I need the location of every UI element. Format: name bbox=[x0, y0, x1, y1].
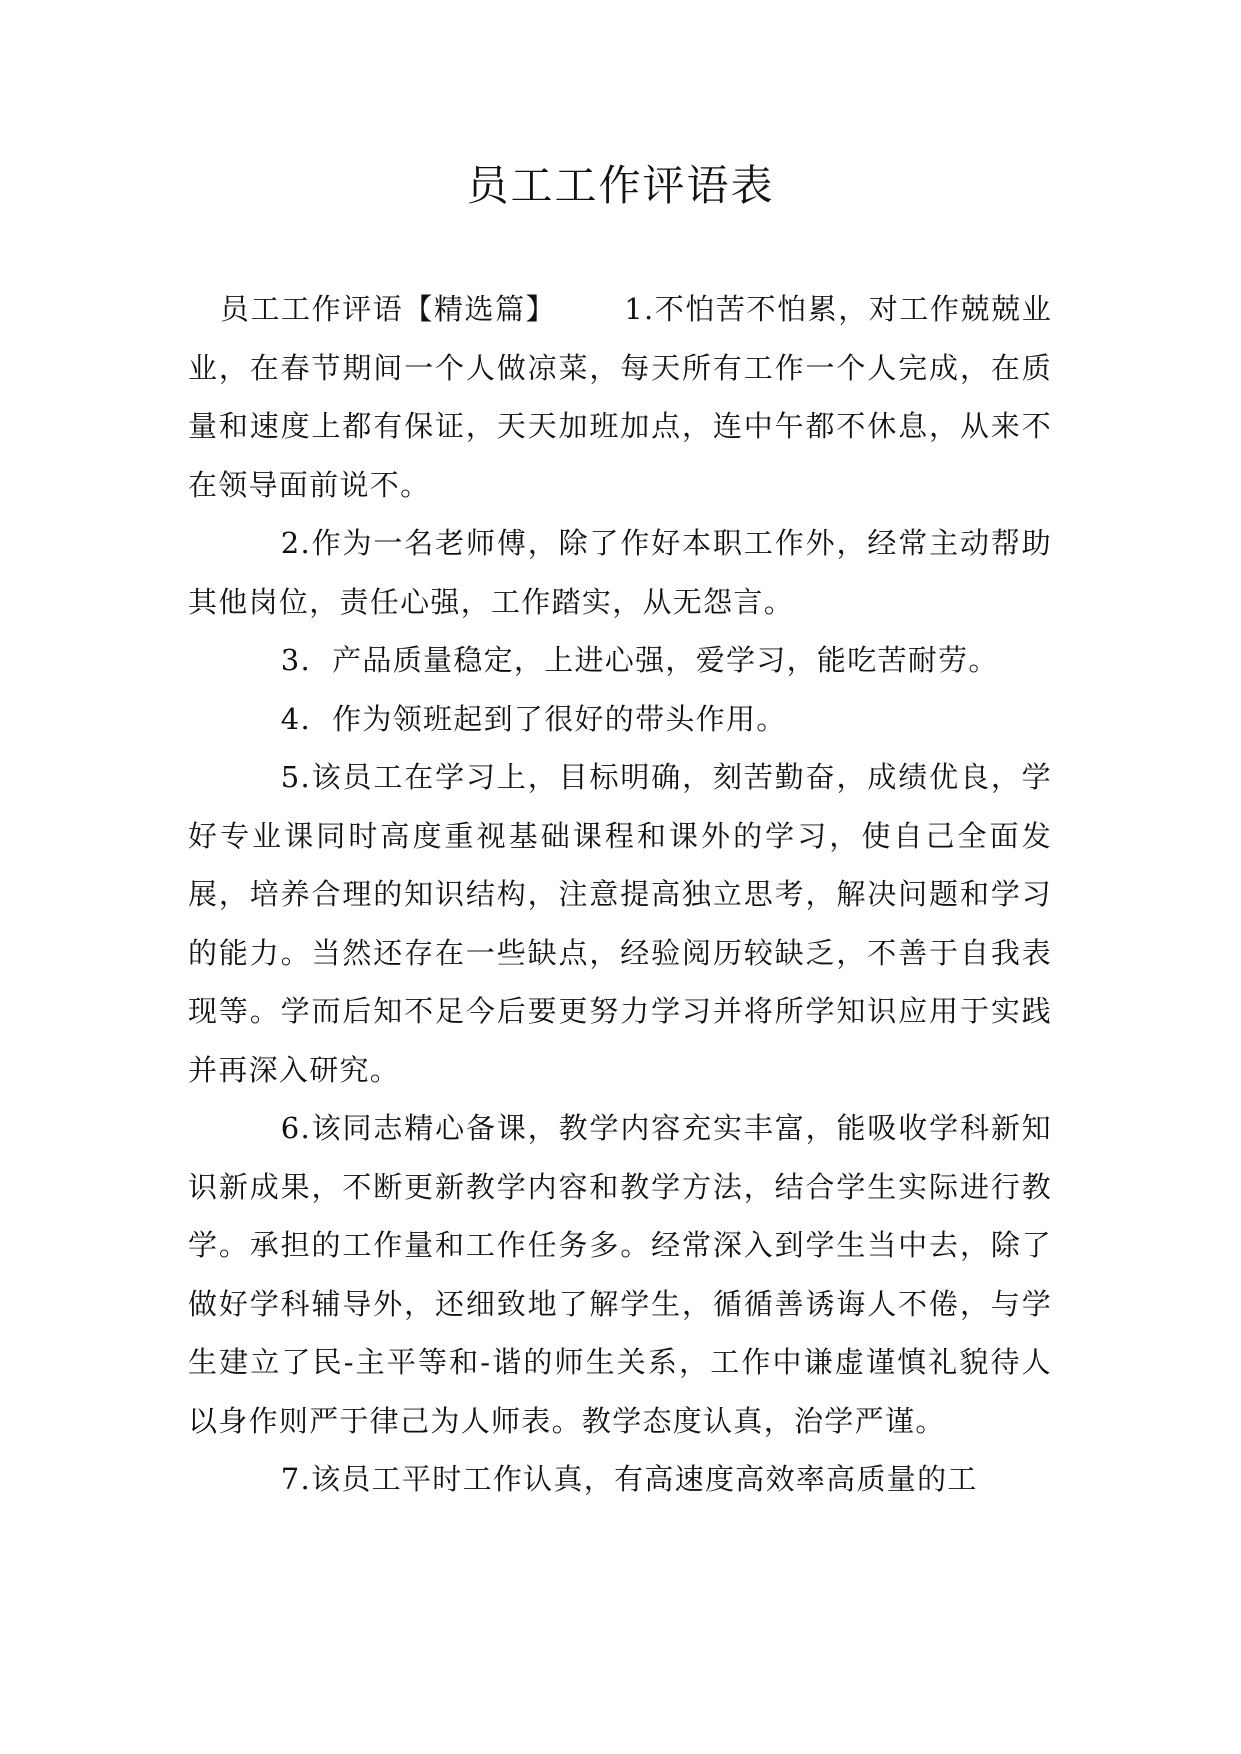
paragraph-2: 2.作为一名老师傅，除了作好本职工作外，经常主动帮助其他岗位，责任心强，工作踏实，从无怨言。 bbox=[188, 526, 1052, 619]
paragraph-5: 5.该员工在学习上，目标明确，刻苦勤奋，成绩优良，学好专业课同时高度重视基础课程和课外的学习，使自己全面发展，培养合理的知识结构，注意提高独立思考，解决问题和学习的能力。当然还存在一些缺点，经验阅历较缺乏，不善于自我表现等。学而后知不足今后要更努力学习并将所学知识应用于实践并再深入研究。 bbox=[188, 760, 1052, 1087]
paragraph-1 bbox=[188, 280, 1052, 514]
paragraph-6: 6.该同志精心备课，教学内容充实丰富，能吸收学科新知识新成果，不断更新教学内容和教学方法，结合学生实际进行教学。承担的工作量和工作任务多。经常深入到学生当中去，除了做好学科辅导外，还细致地了解学生，循循善诱诲人不倦，与学生建立了民-主平等和-谐的师生关系，工作中谦虚谨慎礼貌待人以身作则严于律己为人师表。教学态度认真，治学严谨。 bbox=[188, 1111, 1052, 1438]
paragraph-4: 4. 作为领班起到了很好的带头作用。 bbox=[280, 701, 787, 736]
document-body bbox=[188, 280, 1052, 1509]
paragraph-3: 3. 产品质量稳定，上进心强，爱学习，能吃苦耐劳。 bbox=[280, 643, 999, 677]
intro-heading: 员工工作评语【精选篇】 bbox=[219, 292, 557, 326]
document-title: 员工工作评语表 bbox=[466, 161, 775, 210]
paragraph-7: 7.该员工平时工作认真，有高速度高效率高质量的工 bbox=[280, 1462, 978, 1496]
paragraph-1-text: 1.不怕苦不怕累，对工作兢兢业业，在春节期间一个人做凉菜，每天所有工作一个人完成，在质量和速度上都有保证，天天加班加点，连中午都不休息，从来不在领导面前说不。 bbox=[188, 292, 1052, 502]
